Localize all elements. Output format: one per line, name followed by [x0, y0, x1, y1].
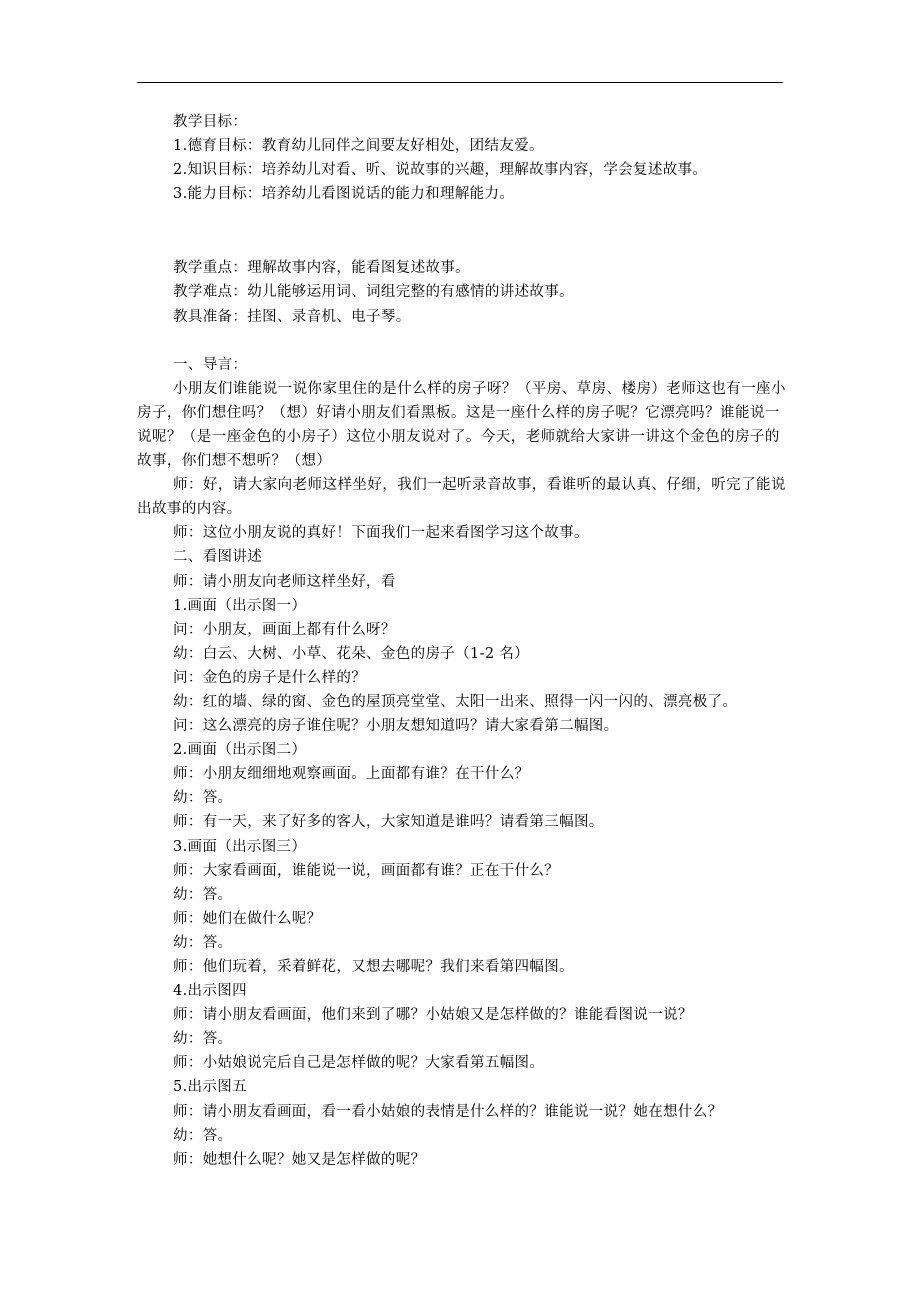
goals-section — [137, 110, 787, 206]
dialogue-line: 师：请小朋友看画面，他们来到了哪？小姑娘又是怎样做的？谁能看图说一说？ — [173, 1007, 693, 1024]
picture-heading: 5.出示图五 — [173, 1079, 247, 1096]
dialogue-line: 师：有一天，来了好多的客人，大家知道是谁吗？请看第三幅图。 — [173, 814, 604, 831]
intro-paragraph: 师：好，请大家向老师这样坐好，我们一起听录音故事，看谁听的最认真、仔细，听完了能说出故事的内容。 — [137, 477, 786, 518]
dialogue-line: 幼：答。 — [173, 1127, 233, 1144]
section-spacer — [137, 206, 787, 256]
picture-heading: 3.画面（出示图三） — [173, 838, 307, 855]
key-points-section — [137, 256, 787, 328]
dialogue-line: 师：请小朋友看画面，看一看小姑娘的表情是什么样的？谁能说一说？她在想什么？ — [173, 1103, 723, 1120]
dialogue-line: 师：请小朋友向老师这样坐好，看 — [173, 573, 396, 590]
goal-item-knowledge: 2.知识目标：培养幼儿对看、听、说故事的兴趣，理解故事内容，学会复述故事。 — [173, 162, 708, 179]
intro-section — [137, 353, 787, 546]
dialogue-line: 问：小朋友，画面上都有什么呀？ — [173, 621, 396, 638]
dialogue-line: 问：这么漂亮的房子谁住呢？小朋友想知道吗？请大家看第二幅图。 — [173, 718, 619, 735]
dialogue-line: 幼：答。 — [173, 790, 233, 807]
dialogue-line: 问：金色的房子是什么样的？ — [173, 669, 367, 686]
dialogue-line: 师：大家看画面，谁能说一说，画面都有谁？正在干什么？ — [173, 862, 560, 879]
goals-heading: 教学目标： — [173, 114, 248, 130]
picture-heading: 1.画面（出示图一） — [173, 597, 307, 614]
header-rule — [137, 82, 783, 83]
goal-item-moral: 1.德育目标：教育幼儿同伴之间要友好相处，团结友爱。 — [173, 138, 544, 155]
picture-narration-section — [137, 545, 787, 1171]
document-body — [137, 110, 787, 1172]
picture-heading: 2.画面（出示图二） — [173, 742, 307, 759]
dialogue-line: 幼：答。 — [173, 934, 233, 951]
intro-heading: 一、导言： — [173, 356, 248, 373]
dialogue-line: 幼：答。 — [173, 886, 233, 903]
dialogue-line: 师：小朋友细细地观察画面。上面都有谁？在干什么？ — [173, 766, 530, 783]
dialogue-line: 师：她们在做什么呢？ — [173, 910, 322, 927]
dialogue-line: 幼：答。 — [173, 1031, 233, 1048]
picture-heading: 4.出示图四 — [173, 983, 247, 1000]
section-spacer — [137, 329, 787, 353]
goal-item-ability: 3.能力目标：培养幼儿看图说话的能力和理解能力。 — [173, 186, 515, 203]
teaching-difficulty: 教学难点：幼儿能够运用词、词组完整的有感情的讲述故事。 — [173, 284, 574, 301]
section2-heading: 二、看图讲述 — [173, 549, 263, 566]
intro-closing: 师：这位小朋友说的真好！下面我们一起来看图学习这个故事。 — [173, 525, 589, 542]
dialogue-line: 幼：白云、大树、小草、花朵、金色的房子（1-2 名） — [173, 645, 530, 662]
dialogue-line: 幼：红的墙、绿的窗、金色的屋顶亮堂堂、太阳一出来、照得一闪一闪的、漂亮极了。 — [173, 693, 738, 710]
teaching-materials: 教具准备：挂图、录音机、电子琴。 — [173, 308, 411, 325]
teaching-focus: 教学重点：理解故事内容，能看图复述故事。 — [173, 260, 470, 277]
dialogue-line: 师：小姑娘说完后自己是怎样做的呢？大家看第五幅图。 — [173, 1055, 545, 1072]
dialogue-line: 师：她想什么呢？她又是怎样做的呢？ — [173, 1151, 426, 1168]
dialogue-line: 师：他们玩着，采着鲜花，又想去哪呢？我们来看第四幅图。 — [173, 959, 574, 975]
intro-paragraph: 小朋友们谁能说一说你家里住的是什么样的房子呀？（平房、草房、楼房）老师这也有一座小房子，你们想住吗？（想）好请小朋友们看黑板。这是一座什么样的房子呢？它漂亮吗？谁能说一说呢？（是一座金色的小房子）这位小朋友说对了。今天，老师就给大家讲一讲这个金色的房子的故事，你们想不想听？（想） — [137, 380, 786, 470]
